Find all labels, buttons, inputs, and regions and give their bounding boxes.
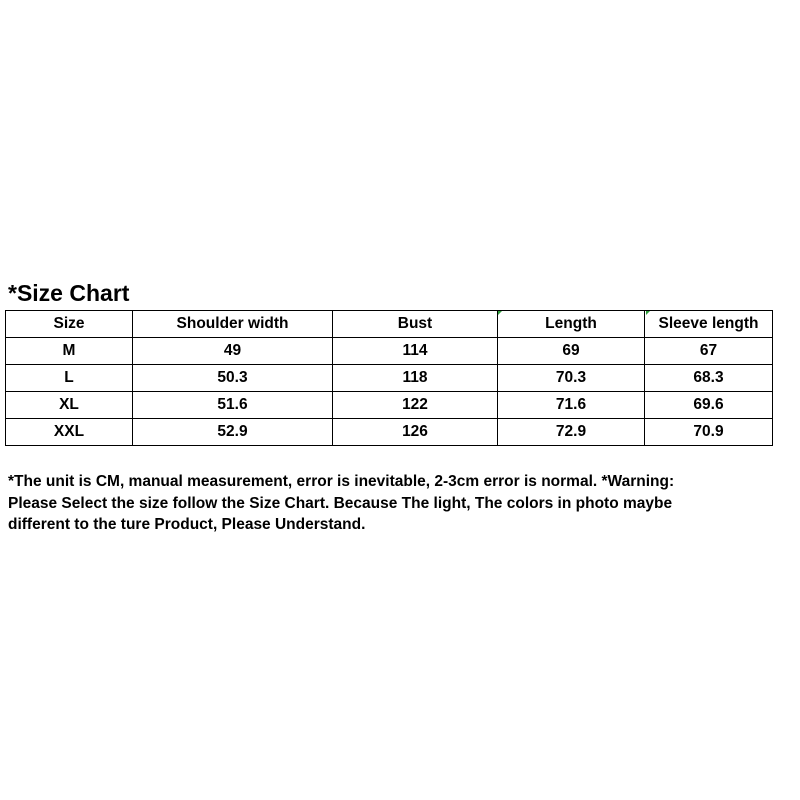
table-cell-shoulder-width: 50.3 (133, 365, 333, 392)
size-chart-table (5, 310, 773, 446)
table-cell-bust: 118 (333, 365, 498, 392)
table-cell-length: 70.3 (498, 365, 645, 392)
table-row (6, 365, 773, 392)
table-cell-size: XXL (6, 419, 133, 446)
table-row (6, 338, 773, 365)
table-cell-sleeve-length: 68.3 (645, 365, 773, 392)
table-cell-shoulder-width: 51.6 (133, 392, 333, 419)
table-cell-sleeve-length: 67 (645, 338, 773, 365)
note-line: Please Select the size follow the Size Chart. Because The light, The colors in photo maybe (8, 494, 673, 512)
table-cell-bust: 126 (333, 419, 498, 446)
header-bust: Bust (333, 311, 498, 338)
header-size: Size (6, 311, 133, 338)
header-shoulder-width: Shoulder width (133, 311, 333, 338)
measurement-note (8, 471, 788, 536)
table-cell-shoulder-width: 49 (133, 338, 333, 365)
table-cell-size: M (6, 338, 133, 365)
cell-comment-marker (498, 311, 502, 315)
table-cell-size: XL (6, 392, 133, 419)
table-cell-length: 71.6 (498, 392, 645, 419)
table-row (6, 419, 773, 446)
table-cell-sleeve-length: 70.9 (645, 419, 773, 446)
table-cell-length: 69 (498, 338, 645, 365)
note-line: *The unit is CM, manual measurement, error is inevitable, 2-3cm error is normal. *Warning: (8, 473, 675, 490)
header-sleeve-length: Sleeve length (645, 311, 773, 338)
table-cell-size: L (6, 365, 133, 392)
note-line: different to the ture Product, Please Understand. (8, 516, 366, 533)
table-cell-bust: 114 (333, 338, 498, 365)
table-cell-length: 72.9 (498, 419, 645, 446)
table-row (6, 392, 773, 419)
cell-comment-marker (646, 311, 650, 315)
table-cell-sleeve-length: 69.6 (645, 392, 773, 419)
table-cell-shoulder-width: 52.9 (133, 419, 333, 446)
table-header-row (6, 311, 773, 338)
table-cell-bust: 122 (333, 392, 498, 419)
size-chart-title: *Size Chart (8, 280, 130, 306)
header-length: Length (498, 311, 645, 338)
